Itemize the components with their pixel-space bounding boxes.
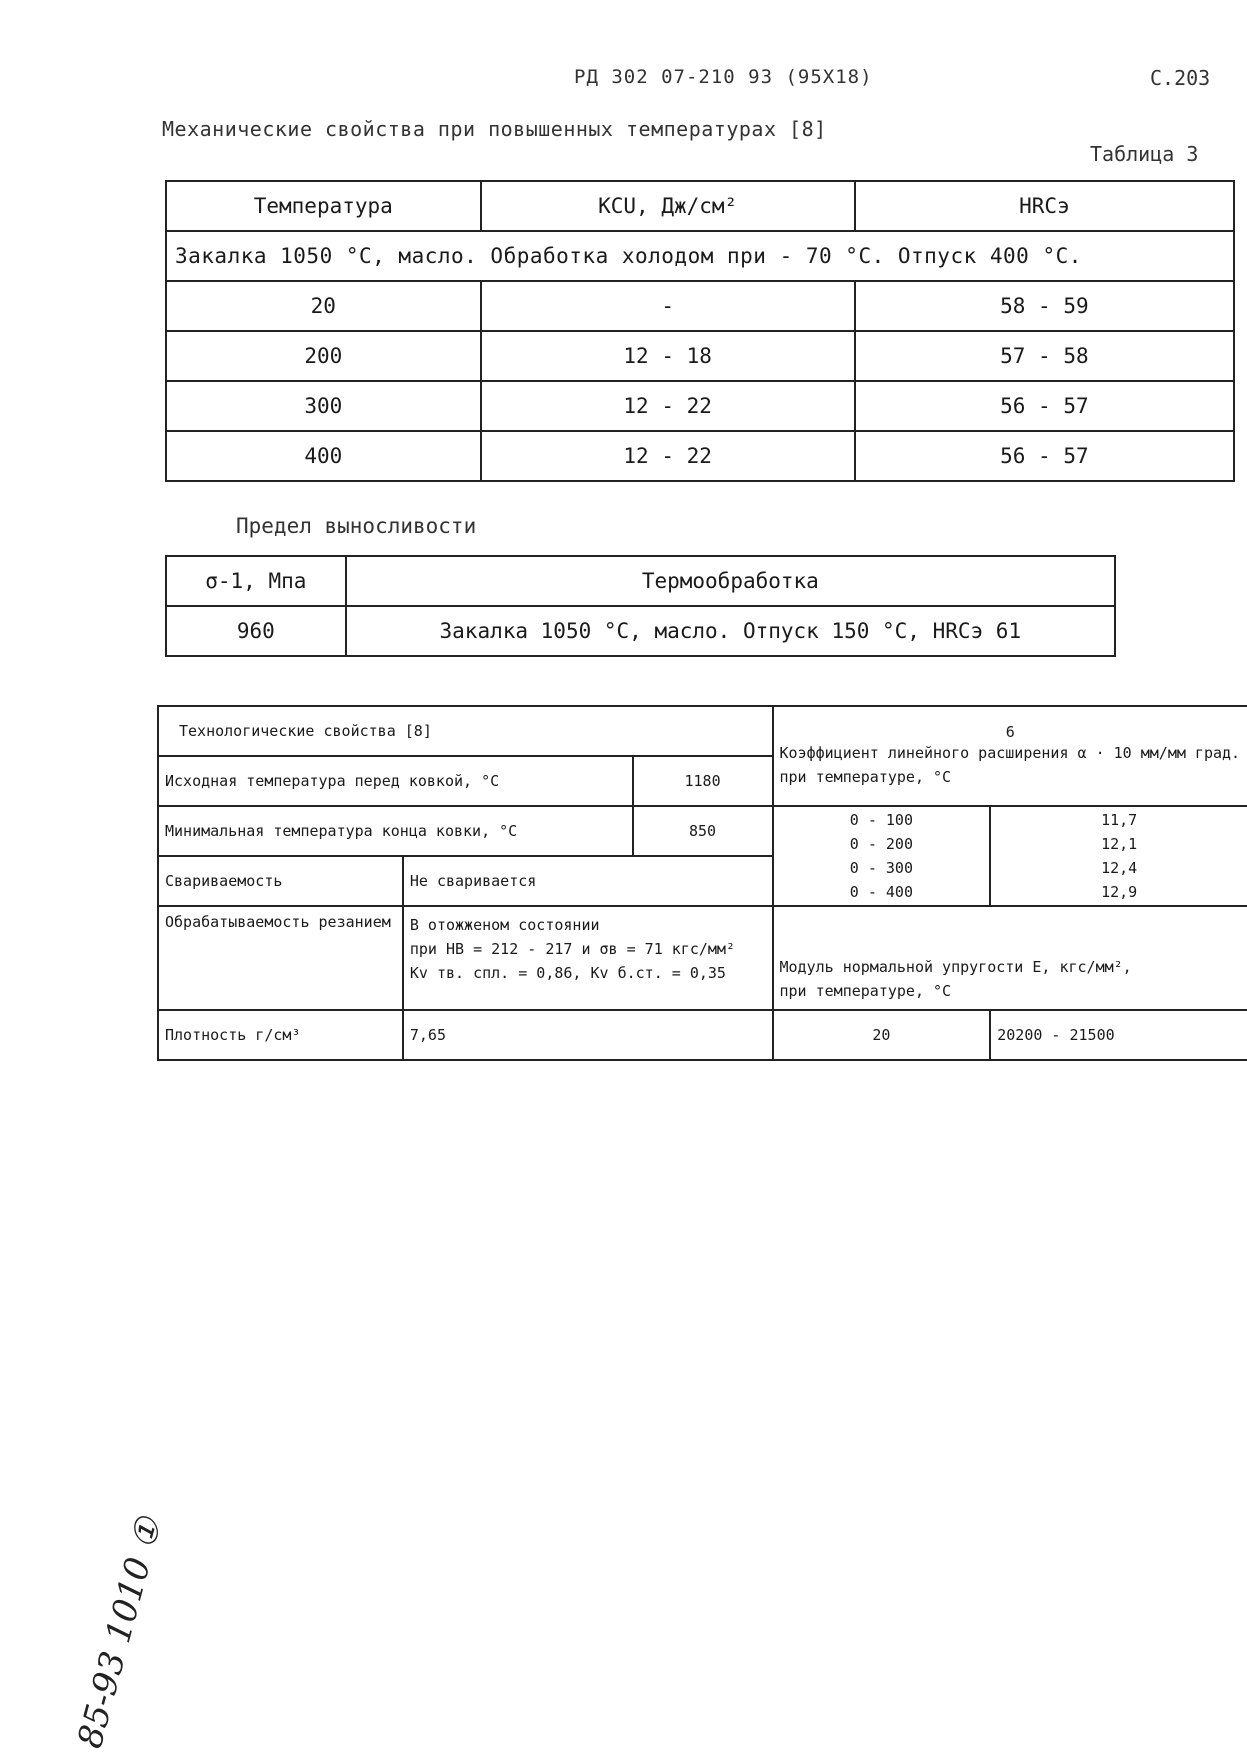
coef-exponent: 6: [1005, 723, 1015, 741]
table-row: [166, 281, 1234, 331]
density-label: Плотность г/см³: [158, 1010, 403, 1060]
margin-note-wrap: [50, 1480, 170, 1753]
table-row: [166, 431, 1234, 481]
coef-values: [1101, 808, 1137, 904]
column-header: HRCэ: [855, 181, 1234, 231]
tech-title-text: Технологические свойства [8]: [179, 722, 432, 740]
temp-cell: 300: [166, 381, 481, 431]
coef-ranges-cell: [773, 806, 991, 906]
table-header-row: [166, 556, 1115, 606]
forge-start-label: Исходная температура перед ковкой, °С: [158, 756, 633, 806]
weld-value: Не сваривается: [403, 856, 773, 906]
machinability-line: при НВ = 212 - 217 и σв = 71 кгс/мм²: [409, 940, 735, 958]
coef-header-cell: [773, 706, 1247, 806]
kcu-cell: 12 - 22: [481, 431, 855, 481]
table-row: [166, 381, 1234, 431]
table-row: [158, 906, 1247, 1010]
coef-label-temp: при температуре, °С: [779, 768, 952, 786]
table-label: Таблица 3: [1090, 142, 1199, 166]
tech-properties-title: [158, 706, 773, 756]
kcu-cell: 12 - 18: [481, 331, 855, 381]
hrc-cell: 58 - 59: [855, 281, 1234, 331]
coef-range: 0 - 300: [849, 859, 913, 877]
coef-label: Коэффициент линейного расширения α · 10 мм/мм град.: [779, 744, 1241, 762]
coef-ranges: [850, 808, 913, 904]
coef-values-cell: [990, 806, 1247, 906]
table-row: [166, 606, 1115, 656]
treatment-cell: Закалка 1050 °С, масло. Обработка холодом при - 70 °С. Отпуск 400 °С.: [166, 231, 1234, 281]
forge-end-label: Минимальная температура конца ковки, °С: [158, 806, 633, 856]
hrc-cell: 56 - 57: [855, 381, 1234, 431]
column-header: Термообработка: [346, 556, 1115, 606]
machinability-label: Обрабатываемость резанием: [158, 906, 403, 1010]
machinability-line: В отожженом состоянии: [409, 916, 600, 934]
column-header: KCU, Дж/см²: [481, 181, 855, 231]
weld-label: Свариваемость: [158, 856, 403, 906]
forge-start-value: 1180: [633, 756, 773, 806]
column-header: Температура: [166, 181, 481, 231]
endurance-limit-table: [165, 555, 1116, 657]
temp-cell: 20: [166, 281, 481, 331]
column-header: σ-1, Мпа: [166, 556, 346, 606]
table-row: [158, 806, 1247, 856]
coef-range: 0 - 100: [849, 811, 913, 829]
table-row: [166, 331, 1234, 381]
machinability-line: Kv тв. спл. = 0,86, Kv б.ст. = 0,35: [409, 964, 726, 982]
modulus-label-cell: [773, 906, 1247, 1010]
margin-note: 85-93 1010 ①: [70, 1513, 170, 1753]
coef-value: 11,7: [1101, 811, 1138, 829]
treatment-row: [166, 231, 1234, 281]
coef-value: 12,4: [1101, 859, 1138, 877]
mechanical-properties-table: [165, 180, 1235, 482]
coef-range: 0 - 400: [849, 883, 913, 901]
coef-value: 12,9: [1101, 883, 1138, 901]
kcu-cell: -: [481, 281, 855, 331]
modulus-value: 20200 - 21500: [990, 1010, 1247, 1060]
hrc-cell: 57 - 58: [855, 331, 1234, 381]
modulus-temp: 20: [773, 1010, 991, 1060]
table-header-row: [166, 181, 1234, 231]
section-title-mechanical: Механические свойства при повышенных температурах [8]: [162, 117, 827, 141]
endurance-treatment-cell: Закалка 1050 °С, масло. Отпуск 150 °С, HRCэ 61: [346, 606, 1115, 656]
forge-end-value: 850: [633, 806, 773, 856]
density-value: 7,65: [403, 1010, 773, 1060]
document-code: РД 302 07-210 93 (95Х18): [574, 66, 873, 88]
temp-cell: 400: [166, 431, 481, 481]
temp-cell: 200: [166, 331, 481, 381]
machinability-value: [403, 906, 773, 1010]
hrc-cell: 56 - 57: [855, 431, 1234, 481]
coef-range: 0 - 200: [849, 835, 913, 853]
kcu-cell: 12 - 22: [481, 381, 855, 431]
technological-properties-table: [157, 705, 1247, 1061]
modulus-label: Модуль нормальной упругости Е, кгс/мм²,: [779, 958, 1132, 976]
table-row: [158, 706, 1247, 756]
endurance-value-cell: 960: [166, 606, 346, 656]
coef-value: 12,1: [1101, 835, 1138, 853]
page-number: С.203: [1150, 66, 1211, 90]
table-row: [158, 1010, 1247, 1060]
section-title-endurance: Предел выносливости: [236, 514, 477, 538]
modulus-label-temp: при температуре, °С: [779, 982, 952, 1000]
